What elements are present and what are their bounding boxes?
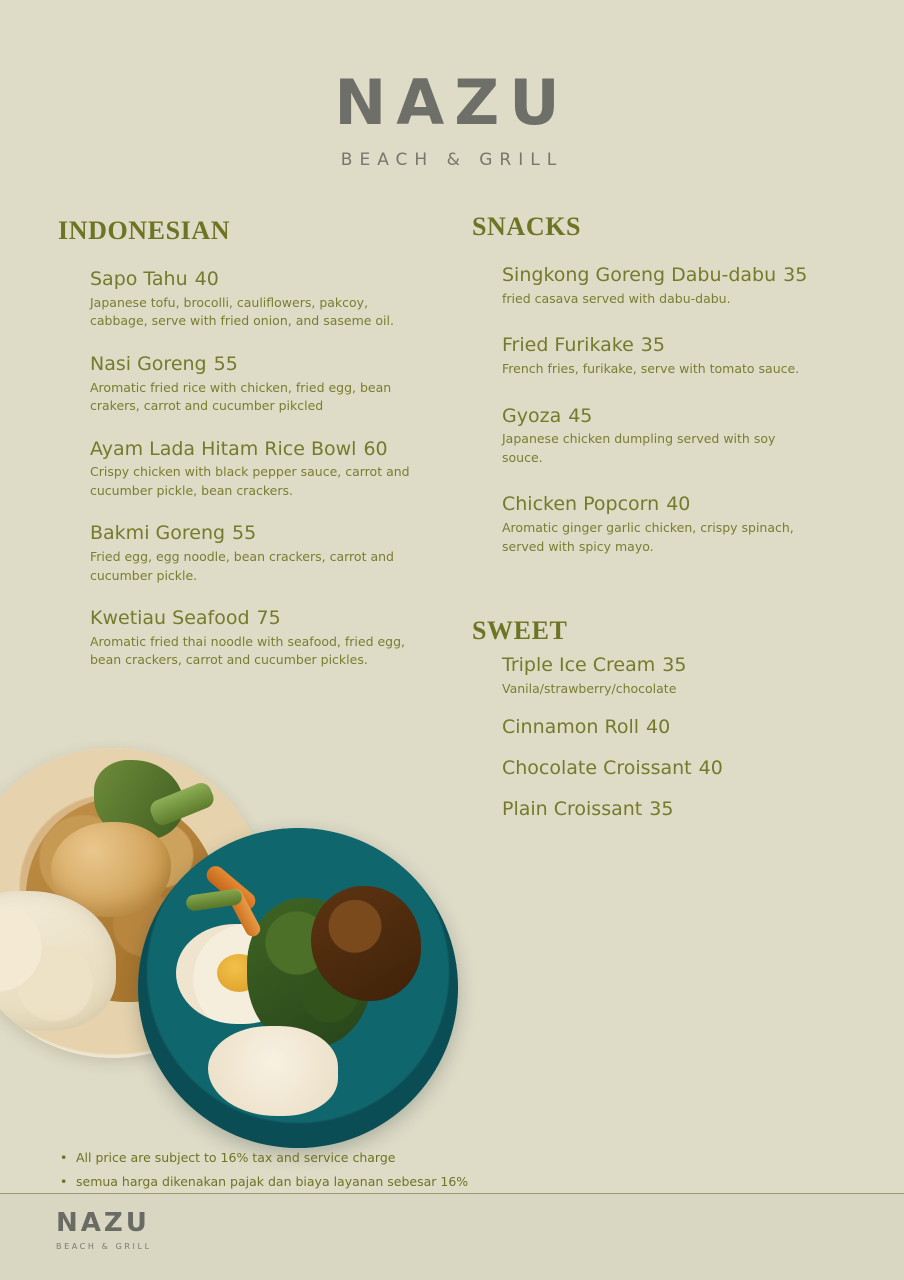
left-column bbox=[58, 216, 438, 670]
menu-item bbox=[58, 607, 438, 670]
menu-item-name: Triple Ice Cream bbox=[502, 654, 656, 677]
menu-item bbox=[58, 268, 438, 331]
brand-tagline: BEACH & GRILL bbox=[340, 150, 564, 170]
rice-bowl-photo bbox=[138, 828, 458, 1148]
section-title-indonesian: INDONESIAN bbox=[58, 216, 231, 245]
menu-item-price: 40 bbox=[698, 757, 723, 780]
menu-item-name-row bbox=[90, 607, 438, 630]
sweet-section bbox=[472, 616, 872, 821]
menu-item-name: Ayam Lada Hitam Rice Bowl bbox=[90, 437, 357, 460]
right-column bbox=[472, 212, 872, 839]
menu-item bbox=[472, 654, 872, 698]
menu-item-price: 35 bbox=[649, 798, 674, 821]
menu-item-name-row bbox=[502, 264, 872, 287]
brand-header bbox=[0, 66, 904, 170]
black-pepper-chicken bbox=[311, 886, 421, 1001]
menu-item-name-row bbox=[502, 716, 872, 739]
menu-item bbox=[58, 438, 438, 501]
menu-item-name: Chocolate Croissant bbox=[502, 757, 692, 780]
note-item: • semua harga dikenakan pajak dan biaya layanan sebesar 16% bbox=[56, 1170, 556, 1194]
menu-item-price: 75 bbox=[256, 607, 281, 630]
menu-item bbox=[472, 264, 872, 308]
menu-item-name-row bbox=[502, 493, 872, 516]
menu-item-price: 35 bbox=[783, 264, 808, 286]
menu-item-name-row bbox=[502, 405, 872, 428]
menu-item-name: Sapo Tahu bbox=[90, 268, 188, 290]
menu-item bbox=[472, 405, 872, 468]
snacks-item-list bbox=[472, 264, 872, 556]
menu-item-name: Kwetiau Seafood bbox=[90, 607, 250, 630]
menu-item bbox=[472, 757, 872, 780]
brand-logo-text: NAZU bbox=[334, 66, 570, 139]
menu-item-name: Gyoza bbox=[502, 404, 562, 427]
menu-item-name: Nasi Goreng bbox=[90, 352, 207, 375]
menu-item bbox=[58, 353, 438, 416]
menu-item-name-row bbox=[90, 268, 438, 291]
menu-item-name-row bbox=[502, 334, 872, 357]
page-footer bbox=[0, 1193, 904, 1280]
menu-item-name: Plain Croissant bbox=[502, 798, 643, 821]
menu-item-price: 40 bbox=[666, 493, 691, 516]
menu-item-description: Aromatic ginger garlic chicken, crispy spinach, served with spicy mayo. bbox=[502, 520, 794, 554]
menu-item-price: 40 bbox=[646, 716, 671, 739]
price-notes bbox=[56, 1146, 556, 1194]
menu-item-name-row bbox=[90, 438, 438, 461]
menu-item-name-row bbox=[90, 353, 438, 376]
menu-item-price: 35 bbox=[662, 654, 687, 677]
section-title-sweet: SWEET bbox=[472, 616, 568, 646]
menu-item-price: 40 bbox=[194, 268, 219, 290]
food-photo-collage bbox=[0, 748, 418, 1148]
menu-item-name: Cinnamon Roll bbox=[502, 716, 640, 739]
section-title-snacks: SNACKS bbox=[472, 212, 582, 241]
footer-logo-text: NAZU bbox=[56, 1208, 150, 1238]
indonesian-item-list bbox=[58, 268, 438, 670]
menu-item bbox=[472, 798, 872, 821]
menu-item bbox=[472, 334, 872, 378]
menu-item-price: 55 bbox=[213, 352, 238, 375]
menu-item-name: Fried Furikake bbox=[502, 334, 634, 357]
menu-item-price: 45 bbox=[568, 404, 593, 427]
menu-item-name-row bbox=[502, 798, 872, 821]
menu-item-name: Chicken Popcorn bbox=[502, 493, 660, 516]
menu-item-description: Japanese tofu, brocolli, cauliflowers, pakcoy, cabbage, serve with fried onion, and saseme oil. bbox=[90, 294, 394, 329]
sweet-item-list bbox=[472, 654, 872, 821]
menu-item-name-row bbox=[90, 522, 438, 545]
menu-item-price: 55 bbox=[232, 522, 257, 545]
menu-item-description: Aromatic fried rice with chicken, fried egg, bean crakers, carrot and cucumber pikcled bbox=[90, 379, 392, 414]
menu-item-name-row bbox=[502, 654, 872, 677]
menu-item-name: Singkong Goreng Dabu-dabu bbox=[502, 264, 777, 286]
menu-item bbox=[472, 716, 872, 739]
footer-tagline: BEACH & GRILL bbox=[56, 1242, 152, 1251]
menu-item-price: 35 bbox=[640, 334, 665, 357]
footer-brand bbox=[56, 1210, 152, 1251]
menu-item-name: Bakmi Goreng bbox=[90, 522, 226, 545]
menu-item-description: Fried egg, egg noodle, bean crackers, carrot and cucumber pickle. bbox=[90, 549, 394, 583]
menu-item-description: Vanila/strawberry/chocolate bbox=[502, 680, 677, 696]
menu-item bbox=[58, 522, 438, 585]
menu-item-description: fried casava served with dabu-dabu. bbox=[502, 290, 731, 306]
menu-item-description: Aromatic fried thai noodle with seafood, fried egg, bean crackers, carrot and cucumber pickles. bbox=[90, 633, 406, 668]
menu-item-name-row bbox=[502, 757, 872, 780]
menu-item-description: Crispy chicken with black pepper sauce, carrot and cucumber pickle, bean crackers. bbox=[90, 464, 410, 498]
menu-item bbox=[472, 493, 872, 556]
note-item: • All price are subject to 16% tax and service charge bbox=[56, 1146, 556, 1170]
menu-item-description: French fries, furikake, serve with tomato sauce. bbox=[502, 361, 800, 377]
menu-item-price: 60 bbox=[363, 437, 388, 460]
menu-item-description: Japanese chicken dumpling served with soy souce. bbox=[502, 431, 776, 465]
